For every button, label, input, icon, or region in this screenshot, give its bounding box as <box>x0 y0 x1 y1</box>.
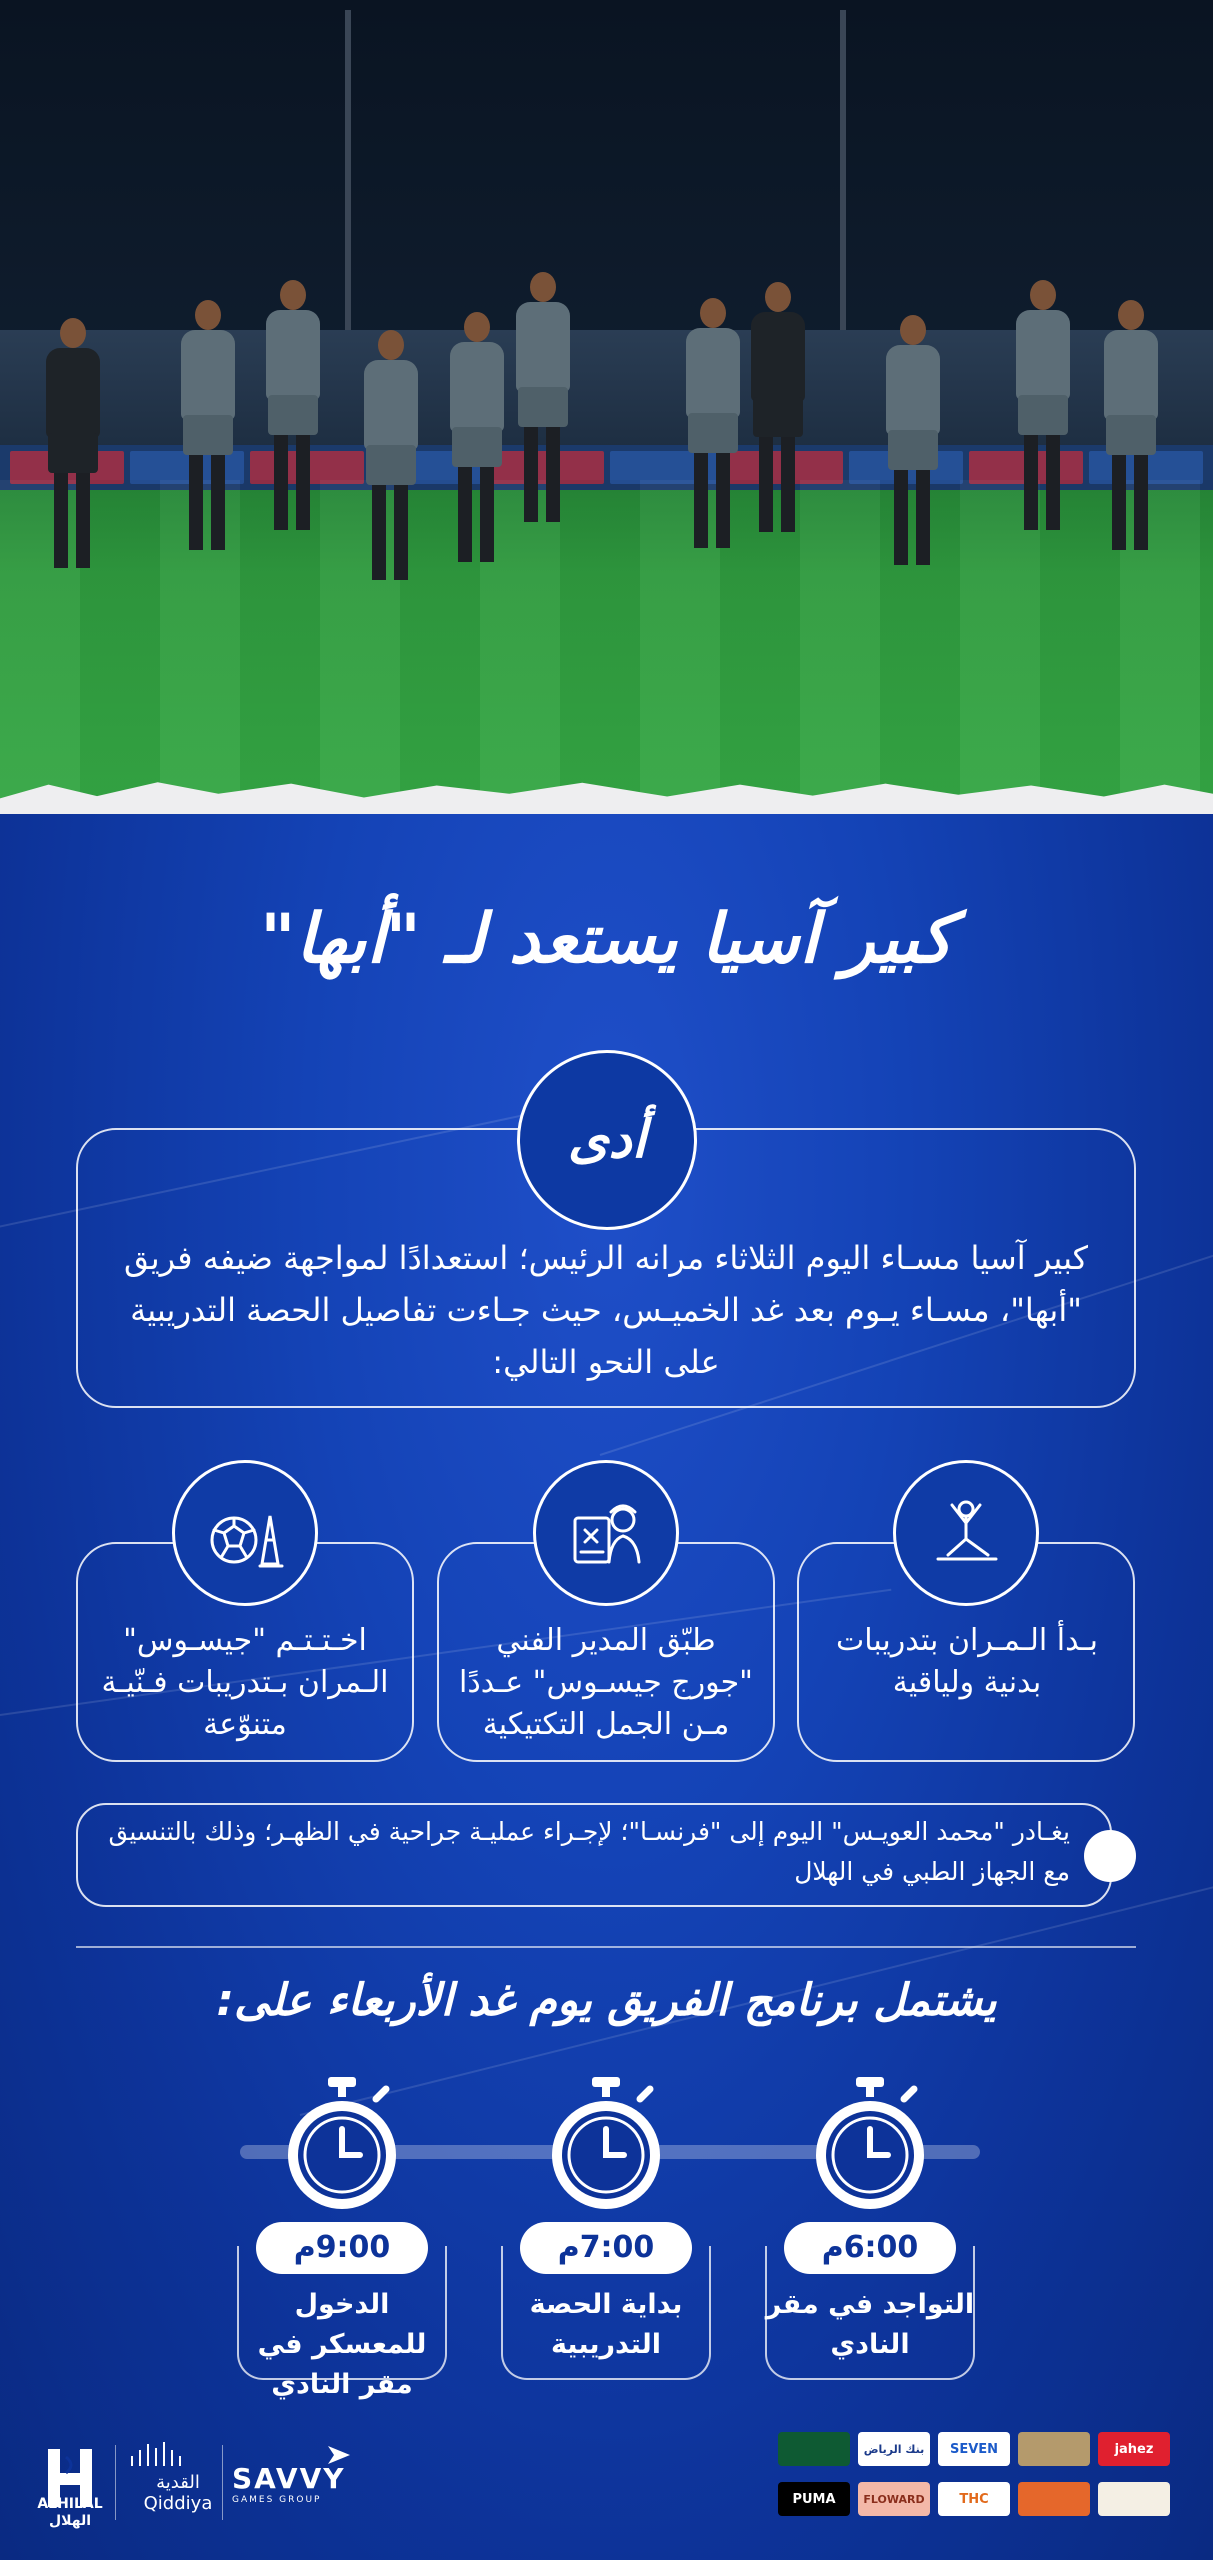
sponsor-logo <box>1018 2482 1090 2516</box>
sponsor-seven: SEVEN <box>938 2432 1010 2466</box>
sponsor-thc: THC <box>938 2482 1010 2516</box>
sponsor-logo <box>1098 2482 1170 2516</box>
floodlight-pole <box>840 10 846 340</box>
player <box>880 315 944 575</box>
qiddiya-mark-icon <box>128 2440 188 2468</box>
yoga-stretch-icon <box>893 1460 1039 1606</box>
sponsor-floward: FLOWARD <box>858 2482 930 2516</box>
player <box>745 282 809 542</box>
card-text: طبّق المدير الفني "جورج جيسـوس" عـددًا مـن الجمل التكتيكية <box>459 1623 753 1742</box>
bullet-dot <box>1084 1830 1136 1882</box>
savvy-arrow-icon <box>326 2444 352 2466</box>
stopwatch-icon <box>544 2075 668 2215</box>
savvy-logo: SAVVY GAMES GROUP <box>232 2462 346 2505</box>
schedule-label: الدخول للمعسكر في مقر النادي <box>257 2289 427 2400</box>
divider <box>76 1946 1136 1948</box>
intro-text: كبير آسيا مسـاء اليوم الثلاثاء مرانه الرئيس؛ استعدادًا لمواجهة ضيفه فريق "أبها"، مسـاء يـوم بعد غد الخميـس، حيث جـاءت تفاصيل الحصة التدريبية على النحو التالي: <box>124 1239 1088 1381</box>
alhilal-logo-text: ALHILAL الهلال <box>37 2496 103 2529</box>
time-pill: 6:00م <box>784 2222 956 2274</box>
qiddiya-logo: القدية Qiddiya <box>128 2440 228 2514</box>
player <box>1098 300 1162 560</box>
divider <box>222 2445 223 2520</box>
player <box>358 330 422 590</box>
divider <box>115 2445 116 2520</box>
player <box>510 272 574 532</box>
stopwatch-icon <box>280 2075 404 2215</box>
headline: كبير آسيا يستعد لـ "أبها" <box>260 900 953 979</box>
schedule-label: بداية الحصة التدريبية <box>529 2289 683 2360</box>
program-title: يشتمل برنامج الفريق يوم غد الأربعاء على: <box>216 1975 997 2026</box>
player <box>1010 280 1074 540</box>
sponsor-logo <box>1018 2432 1090 2466</box>
sponsor-puma: PUMA <box>778 2482 850 2516</box>
note-text: يغـادر "محمد العويـس" اليوم إلى "فرنسـا"؛ لإجـراء عمليـة جراحية في الظهـر؛ وذلك بالتنسيق مع الجهاز الطبي في الهلال <box>108 1817 1070 1886</box>
player <box>175 300 239 560</box>
time-pill: 9:00م <box>256 2222 428 2274</box>
player <box>444 312 508 572</box>
time-pill: 7:00م <box>520 2222 692 2274</box>
section-label: أدى <box>567 1110 647 1170</box>
schedule-label: التواجد في مقر النادي <box>765 2289 975 2360</box>
sponsor-jahez: jahez <box>1098 2432 1170 2466</box>
card-text: اخـتـتـم "جيسـوس" الـمران بـتدريبات فـنّيـة متنوّعة <box>101 1623 389 1742</box>
sponsor-logo <box>778 2432 850 2466</box>
section-label-circle <box>517 1050 697 1230</box>
ball-cone-icon <box>172 1460 318 1606</box>
player <box>40 318 104 578</box>
player <box>680 298 744 558</box>
floodlight-pole <box>345 10 351 330</box>
card-text: بـدأ الـمـران بتدريبات بدنية ولياقية <box>835 1623 1099 1700</box>
stopwatch-icon <box>808 2075 932 2215</box>
hero-photo <box>0 0 1213 820</box>
player <box>260 280 324 540</box>
sponsor-riyad-bank: بنك الرياض <box>858 2432 930 2466</box>
coach-tactics-icon <box>533 1460 679 1606</box>
